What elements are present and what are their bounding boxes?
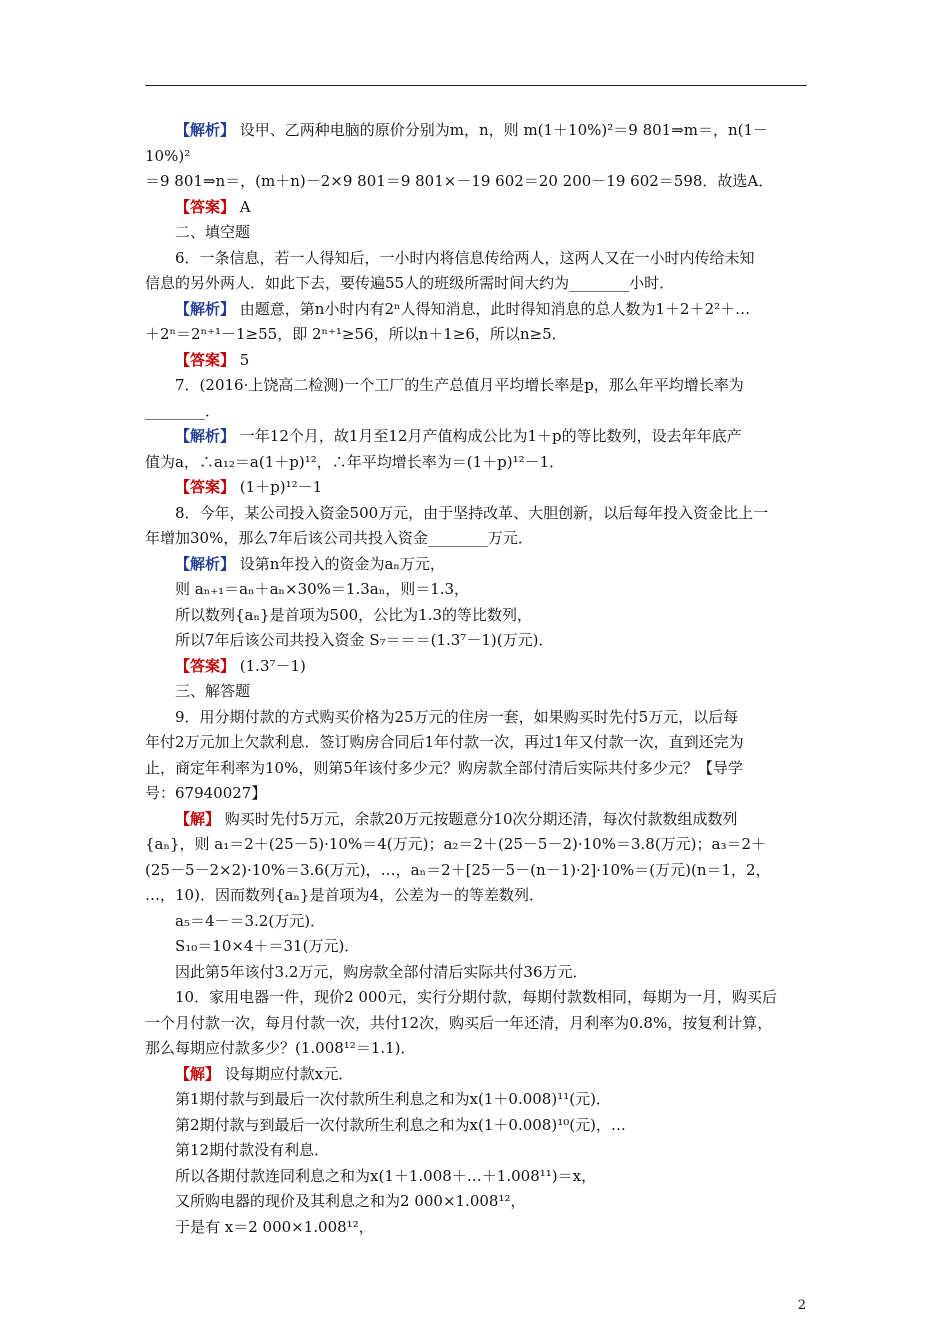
line-text: 止，商定年利率为10%，则第5年该付多少元？购房款全部付清后实际共付多少元？【导学 [145, 758, 743, 777]
line-text: (1＋p)¹²－1 [235, 478, 323, 496]
text-line [145, 934, 807, 960]
document-body [145, 118, 807, 1240]
line-text: 一个月付款一次，每月付款一次，共付12次，购买后一年还清，月利率为0.8%，按复利计算， [145, 1013, 773, 1032]
text-line [145, 603, 807, 629]
text-line [145, 858, 807, 884]
line-text: 8．今年，某公司投入资金500万元，由于坚持改革、大胆创新，以后每年投入资金比上一 [175, 503, 769, 522]
text-line [145, 526, 807, 552]
header-rule [145, 85, 807, 86]
answer-line [145, 118, 807, 169]
line-text: 二、填空题 [175, 223, 251, 241]
answer-line [145, 195, 807, 221]
line-text: 第1期付款与到最后一次付款所生利息之和为x(1＋0.008)¹¹(元)． [175, 1090, 611, 1108]
line-text: 年付2万元加上欠款利息．签订购房合同后1年付款一次，再过1年又付款一次，直到还完为 [145, 733, 744, 751]
section-tag: 【解】 [175, 1064, 221, 1083]
line-text: ＋2ⁿ＝2ⁿ⁺¹－1≥55，即 2ⁿ⁺¹≥56，所以n＋1≥6，所以n≥5． [145, 325, 567, 343]
line-text: 那么每期应付款多少？(1.008¹²＝1.1)． [145, 1039, 416, 1057]
text-line [145, 730, 807, 756]
line-text: 设每期应付款x元． [220, 1064, 354, 1083]
text-line [145, 501, 807, 527]
line-text: 7．(2016·上饶高二检测)一个工厂的生产总值月平均增长率是p，那么年平均增长率为 [175, 376, 744, 394]
line-text: 10．家用电器一件，现价2 000元，实行分期付款，每期付款数相同，每期为一月，购买后 [175, 988, 778, 1006]
line-text: 所以7年后该公司共投入资金 S₇＝＝＝(1.3⁷－1)(万元)． [175, 631, 554, 649]
text-line [145, 705, 807, 731]
line-text: 6．一条信息，若一人得知后，一小时内将信息传给两人，这两人又在一小时内传给未知 [175, 248, 755, 267]
text-line [145, 679, 807, 705]
line-text: 所以各期付款连同利息之和为x(1＋1.008＋…＋1.008¹¹)＝x， [175, 1166, 597, 1185]
text-line [145, 883, 807, 909]
line-text: ________． [145, 401, 221, 420]
line-text: …，10)．因而数列{aₙ}是首项为4，公差为－的等差数列． [145, 886, 545, 904]
text-line [145, 1087, 807, 1113]
text-line [145, 450, 807, 476]
text-line [145, 1138, 807, 1164]
section-tag: 【解】 [175, 809, 221, 828]
line-text: S₁₀＝10×4＋＝31(万元)． [175, 937, 360, 955]
answer-line [145, 297, 807, 323]
line-text: A [235, 197, 251, 216]
line-text: 信息的另外两人．如此下去，要传遍55人的班级所需时间大约为________小时． [145, 274, 675, 292]
section-tag: 【答案】 [175, 656, 236, 675]
section-tag: 【解析】 [175, 121, 236, 139]
line-text: 年增加30%，那么7年后该公司共投入资金________万元． [145, 529, 533, 547]
text-line [145, 169, 807, 195]
line-text: 则 aₙ₊₁＝aₙ＋aₙ×30%＝1.3aₙ，则＝1.3， [175, 580, 470, 598]
text-line [145, 322, 807, 348]
line-text: ＝9 801⇒n＝，(m＋n)－2×9 801＝9 801×－19 602＝20 200－19 602＝598．故选A． [145, 172, 774, 190]
line-text: 于是有 x＝2 000×1.008¹²， [175, 1217, 374, 1236]
line-text: 值为a，∴a₁₂＝a(1＋p)¹²，∴年平均增长率为＝(1＋p)¹²－1． [145, 452, 565, 471]
section-tag: 【解析】 [175, 554, 236, 573]
line-text: 所以数列{aₙ}是首项为500，公比为1.3的等比数列， [175, 605, 533, 624]
line-text: a₅＝4－＝3.2(万元)． [175, 911, 326, 930]
answer-line [145, 654, 807, 680]
text-line [145, 756, 807, 782]
text-line [145, 1113, 807, 1139]
text-line [145, 628, 807, 654]
line-text: 5 [235, 350, 250, 369]
text-line [145, 781, 807, 807]
text-line [145, 373, 807, 399]
text-line [145, 985, 807, 1011]
line-text: 由题意，第n小时内有2ⁿ人得知消息，此时得知消息的总人数为1＋2＋2²＋… [235, 299, 751, 318]
text-line [145, 832, 807, 858]
line-text: (25－5－2×2)·10%＝3.6(万元)，…，aₙ＝2＋[25－5－(n－1)·2]·10%＝(万元)(n＝1，2， [145, 860, 771, 879]
text-line [145, 1215, 807, 1241]
section-tag: 【解析】 [175, 427, 236, 445]
line-text: {aₙ}，则 a₁＝2＋(25－5)·10%＝4(万元)；a₂＝2＋(25－5－2)·10%＝3.8(万元)；a₃＝2＋ [145, 835, 767, 853]
text-line [145, 1011, 807, 1037]
text-line [145, 246, 807, 272]
text-line [145, 271, 807, 297]
line-text: 号：67940027】 [145, 784, 267, 802]
line-text: 又所购电器的现价及其利息之和为2 000×1.008¹²， [175, 1192, 526, 1210]
answer-line [145, 424, 807, 450]
text-line [145, 1036, 807, 1062]
section-tag: 【解析】 [175, 299, 236, 318]
line-text: 第12期付款没有利息． [175, 1141, 330, 1159]
section-tag: 【答案】 [175, 478, 236, 496]
section-tag: 【答案】 [175, 350, 236, 369]
text-line [145, 909, 807, 935]
text-line [145, 220, 807, 246]
line-text: 因此第5年该付3.2万元，购房款全部付清后实际共付36万元． [175, 962, 588, 981]
answer-line [145, 475, 807, 501]
line-text: 设甲、乙两种电脑的原价分别为m，n，则 m(1＋10%)²＝9 801⇒m＝，n(1－10%)² [145, 121, 769, 165]
line-text: 一年12个月，故1月至12月产值构成公比为1＋p的等比数列，设去年年底产 [235, 427, 742, 445]
answer-line [145, 1062, 807, 1088]
page-number: 2 [797, 1298, 806, 1313]
text-line [145, 1164, 807, 1190]
line-text: 购买时先付5万元，余款20万元按题意分10次分期还清，每次付款数组成数列 [220, 809, 738, 828]
line-text: (1.3⁷－1) [235, 656, 306, 675]
line-text: 第2期付款与到最后一次付款所生利息之和为x(1＋0.008)¹⁰(元)，… [175, 1115, 626, 1134]
line-text: 设第n年投入的资金为aₙ万元， [235, 554, 445, 573]
answer-line [145, 348, 807, 374]
answer-line [145, 807, 807, 833]
answer-line [145, 552, 807, 578]
text-line [145, 960, 807, 986]
text-line [145, 577, 807, 603]
line-text: 9．用分期付款的方式购买价格为25万元的住房一套，如果购买时先付5万元，以后每 [175, 707, 739, 726]
text-line [145, 1189, 807, 1215]
line-text: 三、解答题 [175, 682, 251, 700]
section-tag: 【答案】 [175, 197, 236, 216]
text-line [145, 399, 807, 425]
